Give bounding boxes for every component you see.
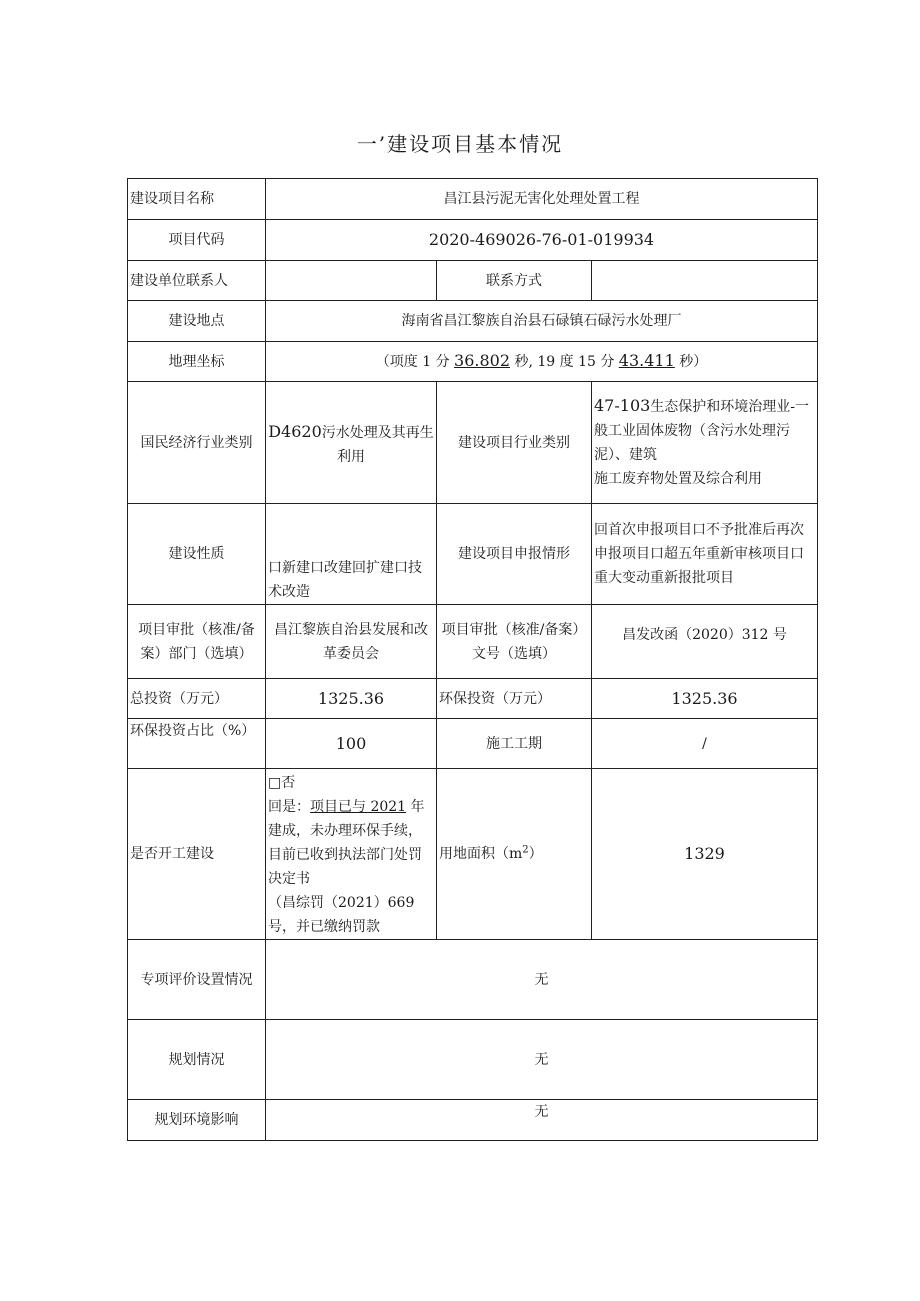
table-row xyxy=(128,605,818,679)
industry-label: 国民经济行业类别 xyxy=(128,382,266,504)
project-industry-code: 47-103 xyxy=(594,396,651,415)
coords-value xyxy=(266,342,818,382)
table-row xyxy=(128,179,818,220)
approval-doc-value: 昌发改函（2020）312 号 xyxy=(592,605,818,679)
nature-value: 口新建口改建回扩建口技术改造 xyxy=(266,504,437,605)
coords-part: （项度 1 分 xyxy=(375,354,455,370)
industry-code: D4620 xyxy=(268,422,322,441)
contact-method-value xyxy=(592,261,818,301)
started-value xyxy=(266,769,437,940)
approval-dept-label: 项目审批（核准/备案）部门（选填） xyxy=(128,605,266,679)
basic-info-table xyxy=(127,178,818,1141)
application-label: 建设项目申报情形 xyxy=(437,504,592,605)
table-row xyxy=(128,342,818,382)
coords-seconds-2: 43.411 xyxy=(618,351,675,370)
started-year: 项目已与 2021 xyxy=(310,799,407,815)
table-row xyxy=(128,719,818,769)
project-code-label: 项目代码 xyxy=(128,220,266,261)
industry-text: 污水处理及其再生利用 xyxy=(321,425,434,465)
project-name-label: 建设项目名称 xyxy=(128,179,266,220)
started-detail: 年建成，未办理环保手续，目前已收到执法部门处罚决定书 （昌综罚（2021）669 号，并已缴纳罚款 xyxy=(268,799,425,935)
project-industry-label: 建设项目行业类别 xyxy=(437,382,592,504)
industry-value xyxy=(266,382,437,504)
table-row xyxy=(128,504,818,605)
table-row xyxy=(128,301,818,342)
option-yes: 回是： xyxy=(268,799,310,815)
project-industry-text: 生态保护和环境治理业-一般工业固体废物（含污水处理污泥）、建筑 施工废弃物处置及综合利用 xyxy=(594,399,810,487)
coords-label: 地理坐标 xyxy=(128,342,266,382)
table-row xyxy=(128,382,818,504)
table-row xyxy=(128,1100,818,1141)
land-area-unit-sup: 2 xyxy=(522,844,529,856)
project-code-value: 2020-469026-76-01-019934 xyxy=(266,220,818,261)
construction-period-value: / xyxy=(592,719,818,769)
coords-part: 秒, 19 度 15 分 xyxy=(510,354,619,370)
planning-env-value: 无 xyxy=(266,1100,818,1141)
table-row xyxy=(128,769,818,940)
approval-dept-value: 昌江黎族自治县发展和改革委员会 xyxy=(266,605,437,679)
planning-env-label: 规划环境影响 xyxy=(128,1100,266,1141)
nature-label: 建设性质 xyxy=(128,504,266,605)
land-area-label-end: ） xyxy=(528,846,543,862)
location-label: 建设地点 xyxy=(128,301,266,342)
contact-value xyxy=(266,261,437,301)
contact-method-label: 联系方式 xyxy=(437,261,592,301)
started-label: 是否开工建设 xyxy=(128,769,266,940)
table-row xyxy=(128,1020,818,1100)
project-name-value: 昌江县污泥无害化处理处置工程 xyxy=(266,179,818,220)
application-value: 回首次申报项目口不予批准后再次申报项目口超五年重新审核项目口重大变动重新报批项目 xyxy=(592,504,818,605)
planning-value: 无 xyxy=(266,1020,818,1100)
approval-doc-label: 项目审批（核准/备案）文号（选填） xyxy=(437,605,592,679)
planning-label: 规划情况 xyxy=(128,1020,266,1100)
coords-seconds-1: 36.802 xyxy=(454,351,511,370)
env-ratio-label: 环保投资占比（%） xyxy=(128,719,266,769)
table-row xyxy=(128,940,818,1020)
table-row xyxy=(128,261,818,301)
env-investment-value: 1325.36 xyxy=(592,679,818,719)
table-row xyxy=(128,220,818,261)
land-area-label xyxy=(437,769,592,940)
total-investment-label: 总投资（万元） xyxy=(128,679,266,719)
special-eval-value: 无 xyxy=(266,940,818,1020)
env-ratio-value: 100 xyxy=(266,719,437,769)
total-investment-value: 1325.36 xyxy=(266,679,437,719)
coords-part: 秒） xyxy=(674,354,708,370)
page-title: 一’建设项目基本情况 xyxy=(356,132,564,156)
location-value: 海南省昌江黎族自治县石碌镇石碌污水处理厂 xyxy=(266,301,818,342)
option-no: □否 xyxy=(268,775,296,791)
land-area-label-text: 用地面积（m xyxy=(439,846,523,862)
construction-period-label: 施工工期 xyxy=(437,719,592,769)
land-area-value: 1329 xyxy=(592,769,818,940)
table-row xyxy=(128,679,818,719)
env-investment-label: 环保投资（万元） xyxy=(437,679,592,719)
project-industry-value xyxy=(592,382,818,504)
special-eval-label: 专项评价设置情况 xyxy=(128,940,266,1020)
contact-label: 建设单位联系人 xyxy=(128,261,266,301)
